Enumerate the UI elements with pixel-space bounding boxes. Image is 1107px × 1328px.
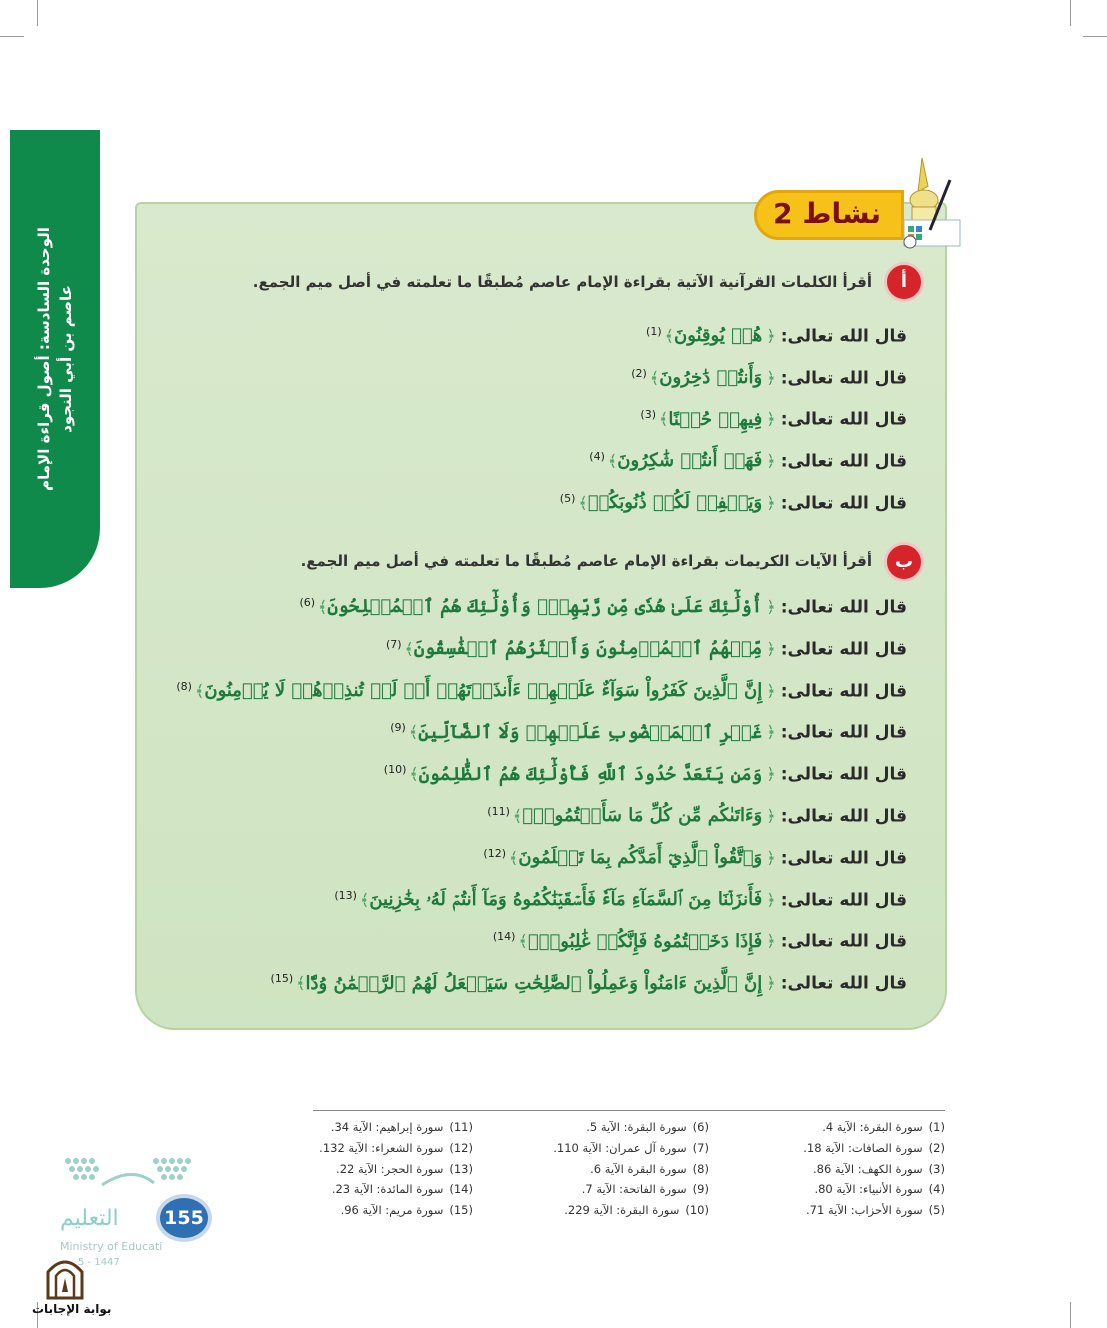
reference-item: [803, 1138, 945, 1159]
reference-item: [319, 1159, 473, 1180]
footnote-number: (3): [640, 408, 656, 422]
reference-text: سورة الشعراء: الآية 132.: [319, 1140, 444, 1155]
reference-text: سورة الحجر: الآية 22.: [336, 1161, 444, 1176]
reference-number: (2): [928, 1140, 945, 1155]
section-b-badge: ب: [884, 542, 924, 582]
unit-title-line2: عاصم بن أبي النجود: [57, 285, 75, 433]
reference-number: (15): [449, 1203, 473, 1218]
reference-text: سورة البقرة: الآية 5.: [586, 1120, 687, 1134]
references-col-3: [319, 1117, 473, 1221]
quranic-ornament-icon: ﴾: [359, 889, 370, 909]
verse-row: [631, 367, 907, 407]
reference-text: سورة الكهف: الآية 86.: [813, 1161, 923, 1176]
reference-item: [803, 1159, 945, 1180]
footnote-number: (4): [589, 450, 605, 464]
reference-number: (8): [692, 1161, 709, 1176]
verse-row: [386, 638, 907, 678]
reference-text: سورة الأنبياء: الآية 80.: [814, 1182, 923, 1197]
verse-text: فَهَلۡ أَنتُمۡ شَٰكِرُونَ: [617, 450, 763, 472]
quranic-ornament-icon: ﴾: [296, 973, 306, 993]
verse-intro-label: قال الله تعالى:: [780, 597, 907, 618]
verse-row: [271, 972, 907, 1012]
verse-intro-label: قال الله تعالى:: [780, 493, 907, 514]
verse-intro-label: قال الله تعالى:: [780, 409, 907, 430]
reference-item: [803, 1179, 945, 1200]
quranic-ornament-icon: ﴿: [766, 889, 781, 909]
verse-text: وَيَغۡفِرۡ لَكُمۡ ذُنُوبَكُمۡ: [587, 492, 763, 514]
footnote-number: (5): [559, 491, 576, 505]
quranic-ornament-icon: ﴾: [607, 451, 618, 471]
ministry-english-text: Ministry of Educati: [60, 1240, 163, 1253]
quranic-ornament-icon: ﴾: [194, 680, 205, 700]
verse-intro-label: قال الله تعالى:: [780, 848, 907, 869]
verse-text: وَمَن يَتَعَدَّ حُدُودَ ٱللَّهِ فَأُوْلَٰٓئِكَ هُمُ ٱلظَّٰلِمُونَ: [418, 763, 763, 785]
reference-text: سورة إبراهيم: الآية 34.: [330, 1120, 444, 1134]
footnote-number: (8): [176, 679, 192, 693]
ministry-logo-text: التعليم: [60, 1206, 119, 1231]
reference-number: (12): [449, 1140, 473, 1155]
unit-title-line1: الوحدة السادسة: أصول قراءة الإمام: [35, 227, 53, 491]
verse-intro-label: قال الله تعالى:: [780, 931, 907, 952]
quranic-ornament-icon: ﴾: [658, 409, 669, 429]
verse-row: [589, 450, 907, 490]
verse-intro-label: قال الله تعالى:: [780, 368, 907, 389]
quranic-ornament-icon: ﴾: [578, 493, 588, 513]
reference-item: [553, 1117, 709, 1138]
quranic-ornament-icon: ﴾: [509, 848, 519, 868]
portal-label: بوابة الإجابات: [32, 1302, 112, 1316]
verse-row: [299, 596, 907, 636]
quranic-ornament-icon: ﴿: [766, 848, 781, 868]
quranic-ornament-icon: ﴾: [649, 368, 660, 388]
verse-row: [640, 408, 907, 448]
verse-row: [493, 930, 907, 970]
verse-text: إِنَّ ٱلَّذِينَ ءَامَنُواْ وَعَمِلُواْ ٱلصَّٰلِحَٰتِ سَيَجۡعَلُ لَهُمُ ٱلرَّحۡمَٰنُ وُدّٗا: [305, 972, 763, 994]
verse-intro-label: قال الله تعالى:: [780, 451, 907, 472]
section-b-instruction: أقرأ الآيات الكريمات بقراءة الإمام عاصم مُطبقًا ما تعلمته في أصل ميم الجمع.: [300, 552, 872, 570]
reference-item: [553, 1179, 709, 1200]
activity-title: نشاط 2: [773, 197, 881, 230]
footnote-number: (2): [631, 366, 647, 380]
activity-badge: [754, 190, 904, 240]
footnote-number: (6): [299, 596, 316, 609]
reference-item: [319, 1179, 473, 1200]
verse-text: هُمۡ يُوقِنُونَ: [673, 325, 763, 347]
quranic-ornament-icon: ﴾: [318, 597, 328, 617]
quranic-ornament-icon: ﴿: [766, 931, 781, 951]
reference-text: سورة البقرة الآية 6.: [590, 1161, 687, 1176]
verse-intro-label: قال الله تعالى:: [780, 722, 907, 743]
section-a-instruction: أقرأ الكلمات القرآنية الآتية بقراءة الإمام عاصم مُطبقًا ما تعلمته في أصل ميم الجمع.: [252, 273, 872, 291]
reference-text: سورة المائدة: الآية 23.: [331, 1182, 444, 1197]
reference-item: [319, 1117, 473, 1138]
page-number: 155: [160, 1198, 208, 1238]
references-divider: [313, 1110, 945, 1111]
verse-intro-label: قال الله تعالى:: [780, 639, 907, 660]
verse-row: [384, 763, 907, 803]
quranic-ornament-icon: ﴾: [404, 639, 414, 659]
quranic-ornament-icon: ﴿: [766, 597, 781, 617]
verse-text: إِنَّ ٱلَّذِينَ كَفَرُواْ سَوَآءٌ عَلَيۡهِمۡ ءَأَنذَرۡتَهُمۡ أَمۡ لَمۡ تُنذِرۡهُمۡ لَا يُؤۡمِنُونَ: [204, 679, 763, 701]
quranic-ornament-icon: ﴿: [766, 722, 781, 742]
reference-item: [553, 1200, 709, 1221]
reference-number: (3): [928, 1161, 945, 1176]
verse-intro-label: قال الله تعالى:: [780, 764, 907, 785]
footnote-number: (13): [334, 888, 357, 902]
verse-text: أُوْلَٰٓئِكَ عَلَىٰ هُدٗى مِّن رَّبِّهِمۡۖ وَأُوْلَٰٓئِكَ هُمُ ٱلۡمُفۡلِحُونَ: [327, 596, 763, 618]
quranic-ornament-icon: ﴾: [408, 722, 419, 742]
verse-text: وَٱتَّقُواْ ٱلَّذِيٓ أَمَدَّكُم بِمَا تَعۡلَمُونَ: [518, 847, 763, 869]
reference-number: (5): [928, 1203, 945, 1218]
portal-gate-icon: [44, 1256, 86, 1300]
reference-number: (7): [692, 1140, 709, 1155]
quranic-ornament-icon: ﴿: [766, 368, 781, 388]
reference-number: (14): [449, 1182, 473, 1197]
footnote-number: (7): [385, 637, 402, 651]
quranic-ornament-icon: ﴾: [518, 931, 528, 951]
reference-item: [803, 1117, 945, 1138]
quranic-ornament-icon: ﴿: [766, 764, 781, 784]
footnote-number: (12): [483, 846, 506, 860]
quranic-ornament-icon: ﴾: [409, 764, 419, 784]
reference-number: (13): [449, 1161, 473, 1176]
ministry-logo-dots-icon: [62, 1155, 202, 1195]
reference-number: (4): [928, 1182, 945, 1197]
verse-row: [646, 325, 907, 365]
verse-text: مِّنۡهُمُ ٱلۡمُؤۡمِنُونَ وَأَكۡثَرُهُمُ ٱلۡفَٰسِقُونَ: [413, 638, 763, 660]
reference-text: سورة الصافات: الآية 18.: [803, 1140, 923, 1155]
verse-row: [176, 680, 907, 720]
reference-number: (1): [928, 1120, 945, 1134]
verse-intro-label: قال الله تعالى:: [780, 326, 907, 347]
verse-text: وَءَاتَىٰكُم مِّن كُلِّ مَا سَأَلۡتُمُوهُۚ: [522, 805, 763, 827]
crop-mark: [0, 36, 24, 37]
verse-intro-label: قال الله تعالى:: [780, 889, 907, 910]
reference-item: [553, 1159, 709, 1180]
footnote-number: (1): [646, 325, 662, 338]
quranic-ornament-icon: ﴿: [766, 639, 781, 659]
reference-number: (9): [692, 1182, 709, 1197]
quranic-ornament-icon: ﴾: [664, 326, 674, 346]
unit-side-tab: [10, 130, 100, 588]
quranic-ornament-icon: ﴿: [766, 326, 781, 346]
edition-year: 5 - 1447: [78, 1257, 120, 1268]
quranic-ornament-icon: ﴿: [766, 493, 781, 513]
reference-text: سورة البقرة: الآية 4.: [822, 1120, 923, 1134]
footnote-number: (14): [492, 930, 516, 944]
reference-text: سورة الأحزاب: الآية 71.: [806, 1203, 923, 1218]
reference-item: [803, 1200, 945, 1221]
reference-text: سورة آل عمران: الآية 110.: [553, 1140, 687, 1155]
reference-text: سورة الفاتحة: الآية 7.: [581, 1182, 687, 1197]
verse-row: [560, 492, 907, 532]
footnote-number: (10): [383, 763, 407, 777]
reference-item: [553, 1138, 709, 1159]
verse-intro-label: قال الله تعالى:: [780, 973, 907, 994]
references-col-2: [553, 1117, 709, 1221]
verse-text: فِيهِمۡ حُسۡنًا: [668, 408, 763, 430]
pen-inkwell-icon: [890, 152, 965, 252]
crop-mark: [37, 0, 38, 26]
reference-number: (10): [685, 1203, 709, 1218]
footnote-number: (15): [270, 972, 294, 986]
footnote-number: (11): [487, 805, 510, 818]
crop-mark: [1070, 1302, 1071, 1328]
verse-row: [483, 847, 907, 887]
quranic-ornament-icon: ﴿: [766, 451, 781, 471]
reference-number: (6): [692, 1120, 709, 1134]
quranic-ornament-icon: ﴿: [766, 409, 781, 429]
crop-mark: [1070, 0, 1071, 26]
verse-row: [390, 721, 907, 761]
quranic-ornament-icon: ﴾: [512, 806, 523, 826]
verse-text: فَإِذَا دَخَلۡتُمُوهُ فَإِنَّكُمۡ غَٰلِبُونَۚ: [527, 930, 763, 952]
verse-text: فَأَنزَلۡنَا مِنَ ٱلسَّمَآءِ مَآءٗ فَأَسۡقَيۡنَٰكُمُوهُ وَمَآ أَنتُمۡ لَهُۥ بِخَٰزِنِينَ: [369, 888, 763, 910]
crop-mark: [1083, 36, 1107, 37]
reference-item: [319, 1138, 473, 1159]
reference-text: سورة مريم: الآية 96.: [340, 1203, 444, 1218]
quranic-ornament-icon: ﴿: [766, 680, 781, 700]
references-col-1: [803, 1117, 945, 1221]
verse-intro-label: قال الله تعالى:: [780, 680, 907, 701]
footnote-number: (9): [390, 721, 406, 735]
verse-intro-label: قال الله تعالى:: [780, 806, 907, 827]
reference-item: [319, 1200, 473, 1221]
quranic-ornament-icon: ﴿: [766, 973, 781, 993]
reference-number: (11): [449, 1120, 473, 1134]
verse-row: [334, 889, 907, 929]
unit-title: [33, 227, 77, 491]
verse-row: [487, 805, 907, 845]
verse-text: غَيۡرِ ٱلۡمَغۡضُوبِ عَلَيۡهِمۡ وَلَا ٱلضَّآلِّينَ: [418, 721, 763, 743]
section-a-badge: أ: [884, 262, 924, 302]
quranic-ornament-icon: ﴿: [766, 806, 781, 826]
verse-text: وَأَنتُمۡ دَٰخِرُونَ: [659, 367, 763, 389]
reference-text: سورة البقرة: الآية 229.: [564, 1203, 680, 1218]
